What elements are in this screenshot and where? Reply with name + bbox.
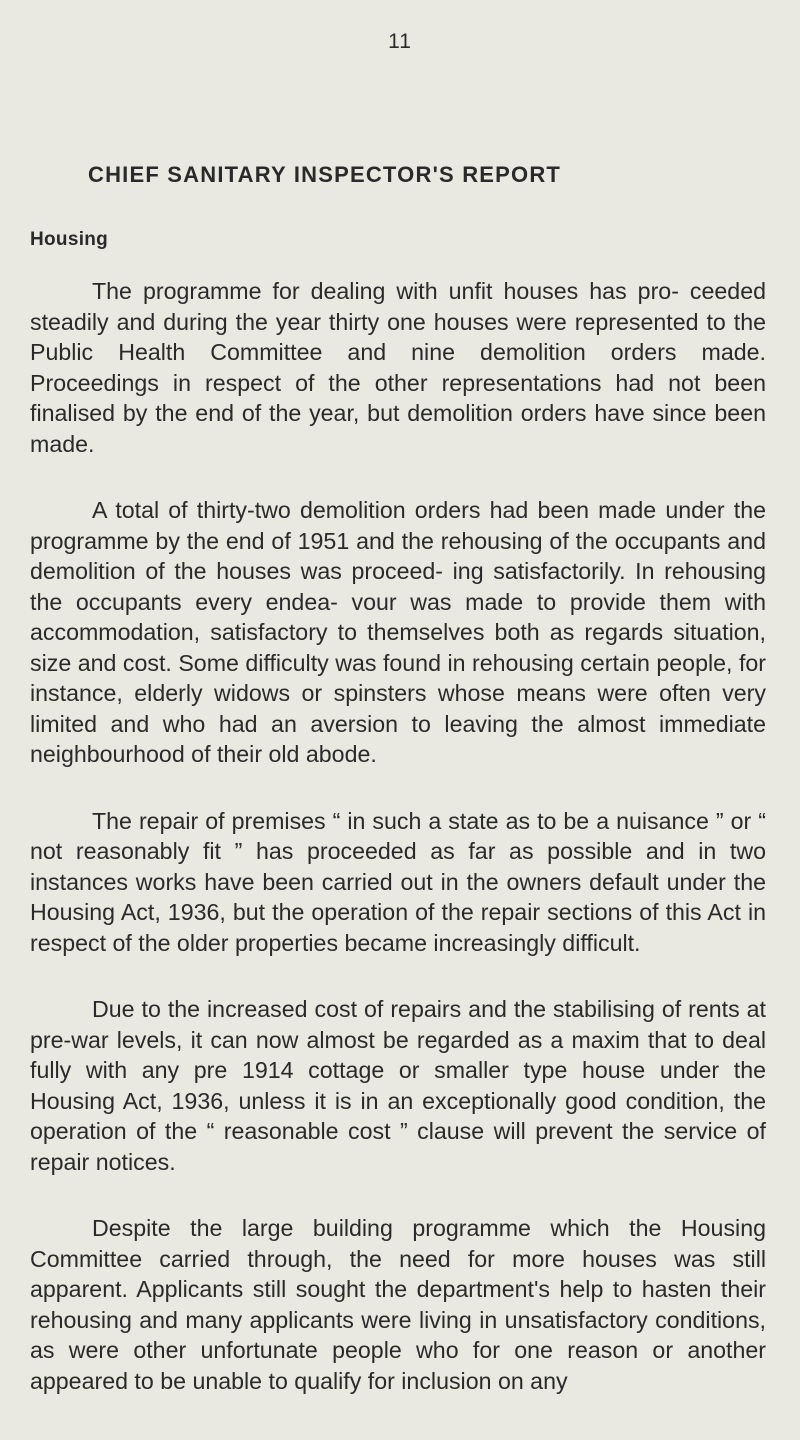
- paragraph-4: Due to the increased cost of repairs and the stabilising of rents at pre-war levels, it can now almost be regarded as a maxim that to deal fully with any pre 1914 cottage or smaller type house under the Housing Act, 1936, unless it is in an exceptionally good condition, the operation of the “ reasonable cost ” clause will prevent the service of repair notices.: [30, 996, 766, 1175]
- paragraph-5: Despite the large building programme which the Housing Committee carried through, the need for more houses was still apparent. Applicants still sought the department's help to hasten their rehousing and many applicants were living in unsatisfactory conditions, as were other unfortunate people who for one reason or another appeared to be unable to qualify for inclusion on any: [30, 1215, 766, 1394]
- paragraph-2: A total of thirty-two demolition orders had been made under the programme by the end of 1951 and the rehousing of the occupants and demolition of the houses was proceed- ing satisfactorily. In rehousing the occupants every endea- vour was made to provide them with accommodation, satisfactory to themselves both as regards situation, size and cost. Some difficulty was found in rehousing certain people, for instance, elderly widows or spinsters whose means were often very limited and who had an aversion to leaving the almost immediate neighbourhood of their old abode.: [30, 497, 766, 767]
- page-number: 11: [388, 30, 412, 53]
- report-title: CHIEF SANITARY INSPECTOR'S REPORT: [88, 162, 562, 187]
- paragraph-3: The repair of premises “ in such a state as to be a nuisance ” or “ not reasonably fit ” has proceeded as far as possible and in two instances works have been carried out in the owners default under the Housing Act, 1936, but the operation of the repair sections of this Act in respect of the older properties became increasingly difficult.: [30, 807, 766, 956]
- section-heading-housing: Housing: [30, 229, 109, 250]
- report-body: [30, 276, 766, 1432]
- paragraph-1: The programme for dealing with unfit houses has pro- ceeded steadily and during the year thirty one houses were represented to the Public Health Committee and nine demolition orders made. Proceedings in respect of the other representations had not been finalised by the end of the year, but demolition orders have since been made.: [30, 278, 766, 457]
